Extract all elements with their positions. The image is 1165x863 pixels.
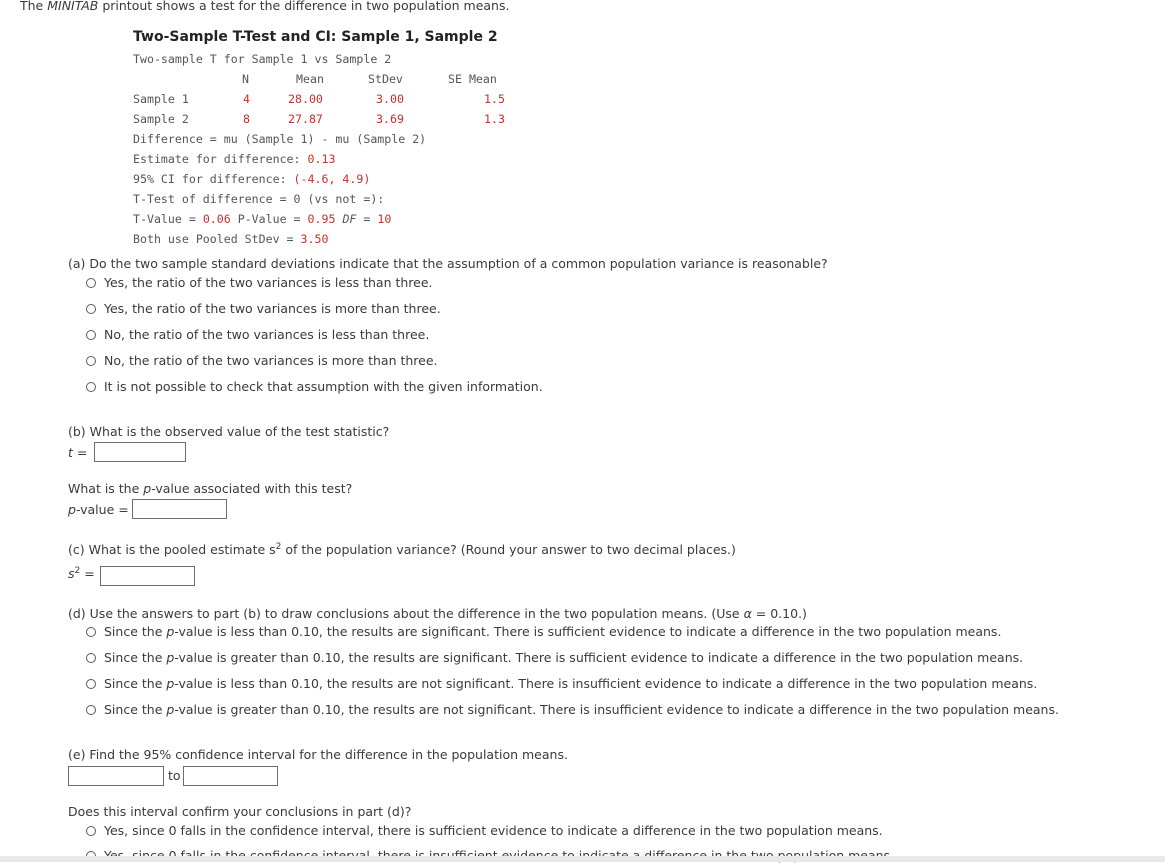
printout-subtitle: Two-sample T for Sample 1 vs Sample 2 [133,52,392,66]
question-d: (d) Use the answers to part (b) to draw conclusions about the difference in the two population means. (Use α = 0.10.) [68,606,807,621]
radio-button[interactable] [86,356,96,366]
col-header-stdev: StDev [368,72,403,86]
intro-text: The MINITAB printout shows a test for the difference in two population means. [20,0,510,13]
sample1-stdev: 3.00 [376,92,404,106]
sample2-se: 1.3 [484,112,505,126]
option-a-3[interactable]: No, the ratio of the two variances is less than three. [86,327,429,342]
pooled-line: Both use Pooled StDev = 3.50 [133,232,329,246]
ci-upper-input[interactable] [183,766,278,786]
option-a-5[interactable]: It is not possible to check that assumption with the given information. [86,379,543,394]
question-c: (c) What is the pooled estimate $s^2$ of the population variance? (Round your answer to two decimal places.) [68,542,736,558]
t-label: t = [68,445,88,460]
estimate-line: Estimate for difference: 0.13 [133,152,336,166]
ci-lower-input[interactable] [68,766,164,786]
option-e-1[interactable]: Yes, since 0 falls in the confidence interval, there is sufficient evidence to indicate a difference in the two population means. [86,823,883,838]
pvalue-question: What is the p-value associated with this test? [68,481,353,496]
row-label-sample1: Sample 1 [133,92,189,106]
s2-label: $s^2$ = [68,566,95,582]
sample1-se: 1.5 [484,92,505,106]
tvalue-line: T-Value = 0.06 P-Value = 0.95 DF = 10 [133,212,392,226]
col-header-mean: Mean [296,72,324,86]
t-input[interactable] [94,442,186,462]
ci-line: 95% CI for difference: (-4.6, 4.9) [133,172,371,186]
s2-input[interactable] [100,566,195,586]
pvalue-label: p-value = [68,502,129,517]
ttest-line: T-Test of difference = 0 (vs not =): [133,192,385,206]
option-d-4[interactable]: Since the p-value is greater than 0.10, the results are not significant. There is insufficient evidence to indicate a difference in the two population means. [86,702,1059,717]
option-d-2[interactable]: Since the p-value is greater than 0.10, the results are significant. There is sufficient evidence to indicate a difference in the two population means. [86,650,1023,665]
sample2-n: 8 [243,112,250,126]
pvalue-input[interactable] [132,499,227,519]
radio-button[interactable] [86,705,96,715]
sample2-stdev: 3.69 [376,112,404,126]
radio-button[interactable] [86,278,96,288]
to-label: to [168,768,181,783]
confirm-question: Does this interval confirm your conclusions in part (d)? [68,804,412,819]
radio-button[interactable] [86,330,96,340]
radio-button[interactable] [86,627,96,637]
radio-button[interactable] [86,304,96,314]
printout-title: Two-Sample T-Test and CI: Sample 1, Sample 2 [133,29,498,45]
question-a: (a) Do the two sample standard deviations indicate that the assumption of a common population variance is reasonable? [68,256,828,271]
radio-button[interactable] [86,679,96,689]
question-e: (e) Find the 95% confidence interval for the difference in the population means. [68,747,568,762]
radio-button[interactable] [86,653,96,663]
option-d-1[interactable]: Since the p-value is less than 0.10, the results are significant. There is sufficient evidence to indicate a difference in the two population means. [86,624,1001,639]
option-a-1[interactable]: Yes, the ratio of the two variances is less than three. [86,275,433,290]
sample1-n: 4 [243,92,250,106]
difference-line: Difference = mu (Sample 1) - mu (Sample 2) [133,132,427,146]
sample1-mean: 28.00 [288,92,323,106]
question-b: (b) What is the observed value of the test statistic? [68,424,390,439]
radio-button[interactable] [86,826,96,836]
scroll-edge [0,856,1165,862]
option-a-4[interactable]: No, the ratio of the two variances is more than three. [86,353,438,368]
col-header-n: N [242,72,249,86]
row-label-sample2: Sample 2 [133,112,189,126]
col-header-se-mean: SE Mean [448,72,497,86]
option-d-3[interactable]: Since the p-value is less than 0.10, the results are not significant. There is insufficient evidence to indicate a difference in the two population means. [86,676,1037,691]
option-a-2[interactable]: Yes, the ratio of the two variances is more than three. [86,301,441,316]
sample2-mean: 27.87 [288,112,323,126]
radio-button[interactable] [86,382,96,392]
